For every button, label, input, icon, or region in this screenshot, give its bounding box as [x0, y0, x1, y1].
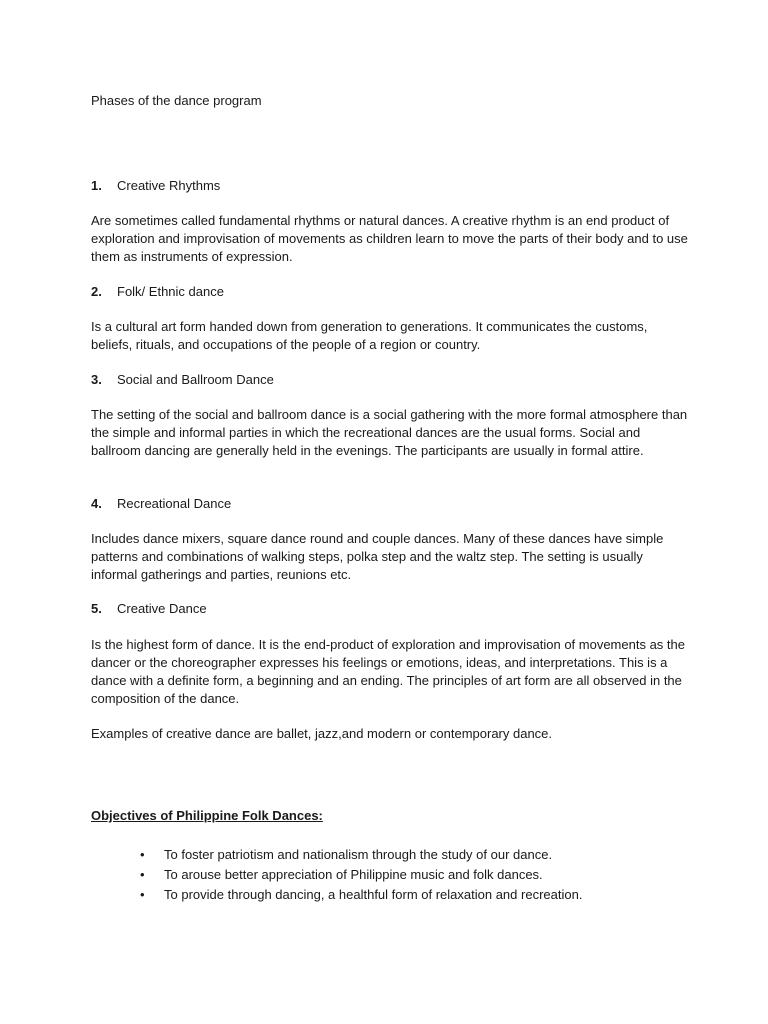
page-title: Phases of the dance program [91, 93, 262, 108]
objectives-list [140, 845, 582, 905]
list-item [140, 865, 582, 885]
section-heading-creative-rhythms [91, 177, 220, 195]
examples-paragraph: Examples of creative dance are ballet, jazz,and modern or contemporary dance. [91, 726, 553, 741]
section-body-creative-dance: Is the highest form of dance. It is the end-product of exploration and improvisation of movements as the dancer or the choreographer expresses his feelings or emotions, ideas, and interpretations. This is a dance with a definite form, a beginning and an ending. The principles of art form are all observed in the composition of the dance. [91, 637, 685, 706]
section-heading-social-ballroom-dance [91, 371, 274, 389]
bullet-icon: • [140, 847, 145, 862]
section-heading-label: Creative Dance [117, 601, 207, 616]
bullet-icon: • [140, 867, 145, 882]
objectives-heading: Objectives of Philippine Folk Dances: [91, 808, 323, 823]
section-number: 1. [91, 178, 102, 193]
section-body-recreational-dance: Includes dance mixers, square dance round and couple dances. Many of these dances have simple patterns and combinations of walking steps, polka step and the waltz step. The setting is usually informal gatherings and parties, reunions etc. [91, 531, 664, 582]
list-item [140, 885, 582, 905]
section-number: 5. [91, 601, 102, 616]
section-number: 4. [91, 496, 102, 511]
list-item-text: To provide through dancing, a healthful form of relaxation and recreation. [164, 887, 583, 902]
section-body-social-ballroom-dance: The setting of the social and ballroom dance is a social gathering with the more formal atmosphere than the simple and informal parties in which the recreational dances are the usual forms. Social and ballroom dancing are generally held in the evenings. The participants are usually in formal attire. [91, 407, 688, 458]
bullet-icon: • [140, 887, 145, 902]
section-heading-folk-ethnic-dance [91, 283, 224, 301]
section-heading-label: Folk/ Ethnic dance [117, 284, 224, 299]
section-heading-label: Social and Ballroom Dance [117, 372, 274, 387]
section-body-creative-rhythms: Are sometimes called fundamental rhythms or natural dances. A creative rhythm is an end product of exploration and improvisation of movements as children learn to move the parts of their body and to use them as instruments of expression. [91, 213, 688, 264]
list-item-text: To arouse better appreciation of Philippine music and folk dances. [164, 867, 543, 882]
section-heading-creative-dance [91, 600, 207, 618]
section-body-folk-ethnic-dance: Is a cultural art form handed down from generation to generations. It communicates the customs, beliefs, rituals, and occupations of the people of a region or country. [91, 319, 648, 352]
section-number: 2. [91, 284, 102, 299]
section-number: 3. [91, 372, 102, 387]
list-item-text: To foster patriotism and nationalism through the study of our dance. [164, 847, 553, 862]
section-heading-recreational-dance [91, 495, 231, 513]
section-heading-label: Creative Rhythms [117, 178, 221, 193]
section-heading-label: Recreational Dance [117, 496, 232, 511]
list-item [140, 845, 582, 865]
